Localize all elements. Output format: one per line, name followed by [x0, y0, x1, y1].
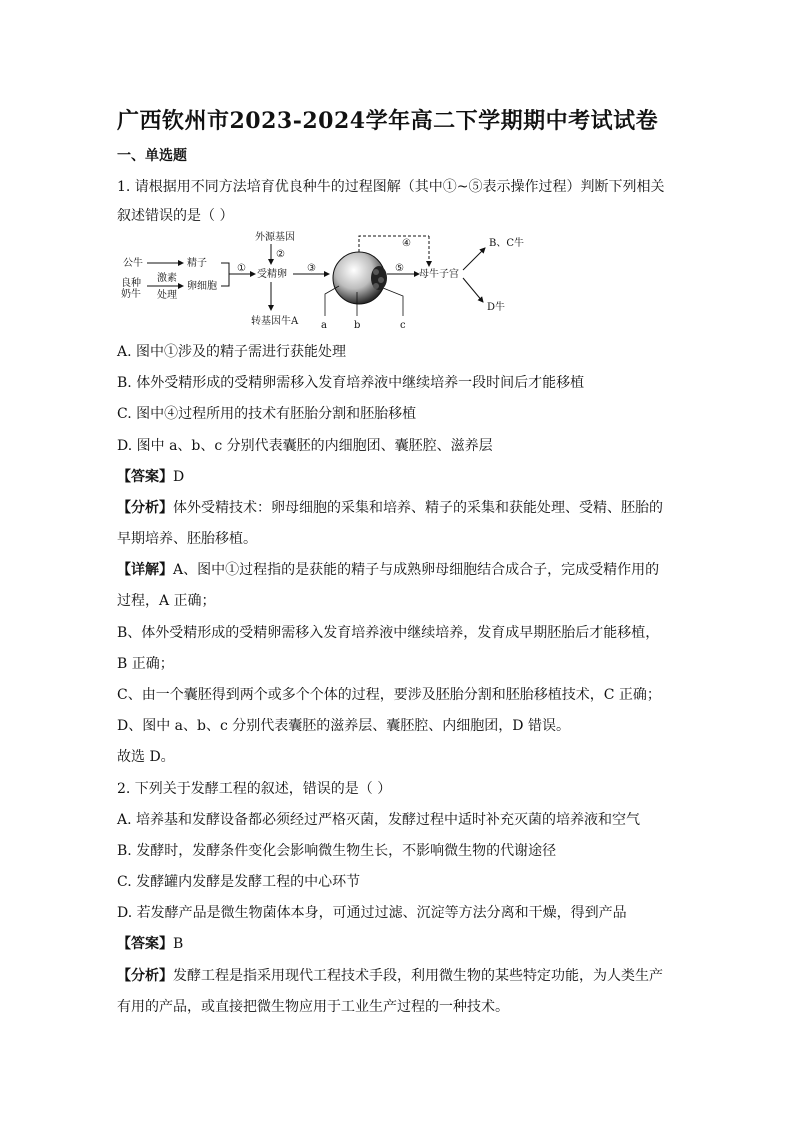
q1-detail-line5: C、由一个囊胚得到两个或多个个体的过程，要涉及胚胎分割和胚胎移植技术，C 正确； — [117, 687, 661, 703]
egg-label: 卵细胞 — [187, 281, 217, 292]
q1-detail-line3: B、体外受精形成的受精卵需移入发育培养液中继续培养，发育成早期胚胎后才能移植， — [117, 625, 660, 641]
q2-option-b: B. 发酵时，发酵条件变化会影响微生物生长，不影响微生物的代谢途径 — [117, 843, 557, 859]
detail-tag: 【详解】 — [117, 562, 173, 578]
q2-option-a: A. 培养基和发酵设备都必须经过严格灭菌，发酵过程中适时补充灭菌的培养液和空气 — [117, 812, 641, 828]
label-c: c — [400, 320, 406, 331]
q2-option-d: D. 若发酵产品是微生物菌体本身，可通过过滤、沉淀等方法分离和干燥，得到产品 — [117, 905, 627, 921]
analysis-text: 体外受精技术：卵母细胞的采集和培养、精子的采集和获能处理、受精、胚胎的 — [173, 500, 663, 516]
q2-option-c: C. 发酵罐内发酵是发酵工程的中心环节 — [117, 874, 361, 890]
uterus-label: 母牛子宫 — [419, 269, 459, 280]
analysis-text: 发酵工程是指采用现代工程技术手段，利用微生物的某些特定功能，为人类生产 — [173, 968, 663, 984]
transgenic-cow-label: 转基因牛A — [251, 316, 299, 327]
answer-value: D — [173, 469, 185, 485]
bc-cattle-label: B、C牛 — [489, 238, 524, 249]
d-cattle-label: D牛 — [487, 302, 506, 313]
q1-option-b: B. 体外受精形成的受精卵需移入发育培养液中继续培养一段时间后才能移植 — [117, 375, 585, 391]
q2-stem: 2. 下列关于发酵工程的叙述，错误的是（ ） — [117, 781, 392, 797]
q1-detail-line4: B 正确； — [117, 656, 174, 672]
analysis-tag: 【分析】 — [117, 500, 173, 516]
step3-label: ③ — [307, 263, 316, 274]
label-a: a — [321, 320, 327, 331]
arrow-to-bc — [463, 248, 485, 270]
step5-label: ⑤ — [395, 263, 404, 274]
treatment-label: 处理 — [157, 290, 177, 301]
q1-analysis-line2: 早期培养、胚胎移植。 — [117, 531, 257, 547]
step4-label: ④ — [402, 238, 411, 249]
foreign-gene-label: 外源基因 — [255, 232, 295, 243]
zygote-label: 受精卵 — [257, 269, 287, 280]
detail-text: A、图中①过程指的是获能的精子与成熟卵母细胞结合成合子，完成受精作用的 — [173, 562, 660, 578]
q1-detail-line2: 过程，A 正确； — [117, 593, 216, 609]
q1-option-a: A. 图中①涉及的精子需进行获能处理 — [117, 344, 347, 360]
q2-analysis — [117, 967, 663, 985]
page-title: 广西钦州市2023-2024学年高二下学期期中考试试卷 — [117, 108, 659, 134]
hormone-label: 激素 — [157, 273, 177, 284]
q1-detail-line6: D、图中 a、b、c 分别代表囊胚的滋养层、囊胚腔、内细胞团，D 错误。 — [117, 718, 570, 734]
q1-detail — [117, 561, 659, 579]
arrow-to-d — [463, 278, 483, 302]
step2-label: ② — [276, 249, 285, 260]
breeding-process-diagram — [117, 226, 557, 338]
bull-label: 公牛 — [123, 258, 143, 269]
q1-stem-line2: 叙述错误的是（ ） — [117, 208, 234, 224]
q1-option-d: D. 图中 a、b、c 分别代表囊胚的内细胞团、囊胚腔、滋养层 — [117, 438, 493, 454]
section-heading: 一、单选题 — [117, 148, 187, 164]
step1-label: ① — [237, 263, 246, 274]
q1-conclusion: 故选 D。 — [117, 749, 175, 765]
q2-analysis-line2: 有用的产品，或直接把微生物应用于工业生产过程的一种技术。 — [117, 999, 509, 1015]
q2-answer — [117, 935, 183, 953]
answer-tag: 【答案】 — [117, 936, 173, 952]
q1-stem-line1: 1. 请根据用不同方法培育优良种牛的过程图解（其中①~⑤表示操作过程）判断下列相关 — [117, 179, 665, 195]
analysis-tag: 【分析】 — [117, 968, 173, 984]
sperm-label: 精子 — [187, 258, 207, 269]
label-b: b — [354, 320, 361, 331]
q1-analysis — [117, 499, 663, 517]
answer-value: B — [173, 936, 184, 952]
q1-answer — [117, 468, 184, 486]
merge-bracket — [221, 263, 229, 286]
answer-tag: 【答案】 — [117, 469, 173, 485]
q1-option-c: C. 图中④过程所用的技术有胚胎分割和胚胎移植 — [117, 406, 417, 422]
cow-label-line2: 奶牛 — [121, 289, 141, 300]
cow-label-line1: 良种 — [121, 278, 141, 289]
